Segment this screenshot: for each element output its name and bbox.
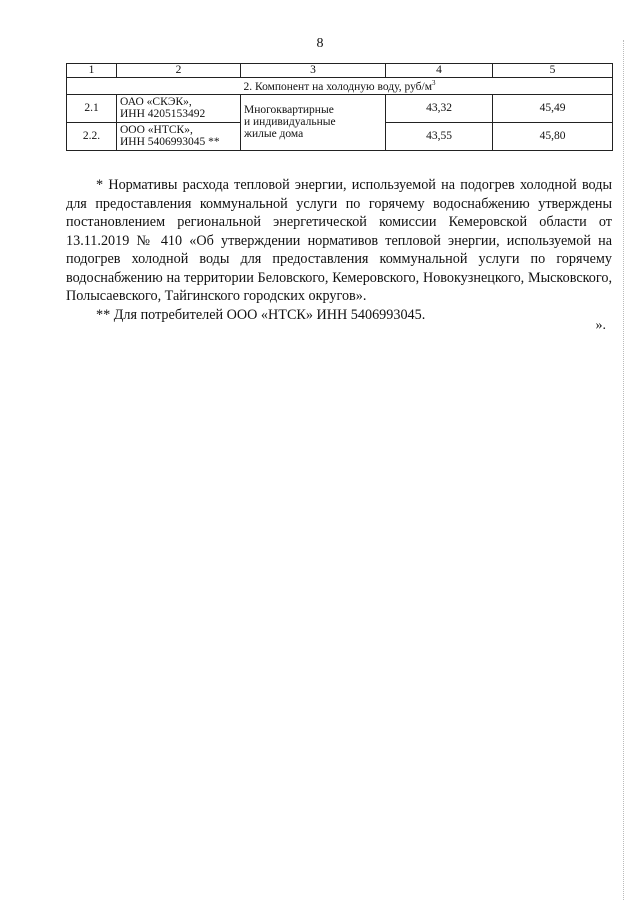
page-number: 8 — [316, 36, 324, 51]
row-number: 2.2. — [67, 122, 117, 150]
header-cell: 1 — [67, 64, 117, 78]
footnote-1: * Нормативы расхода тепловой энергии, используемой на подогрев холодной воды для предоставления коммунальной услуги по горячему водоснабжению утверждены постановлением региональной энергетической комиссии Кемеровской области от 13.11.2019 № 410 «Об утверждении нормативов тепловой энергии, используемой на подогрев холодной воды для предоставления коммунальной услуги по горячему водоснабжению на территории Беловского, Кемеровского, Новокузнецкого, Мысковского, Полысаевского, Тайгинского городских округов». — [66, 177, 612, 304]
organization-cell — [117, 94, 241, 122]
housing-line: жилые дома — [244, 128, 304, 141]
value-cell: 45,49 — [493, 94, 613, 122]
org-name: ОАО «СКЭК», — [120, 96, 192, 109]
org-name: ООО «НТСК», — [120, 124, 193, 137]
closing-quote-mark: ». — [595, 318, 606, 333]
tariff-table — [66, 63, 613, 151]
footnote-2: ** Для потребителей ООО «НТСК» ИНН 5406993045. — [96, 306, 426, 323]
org-inn: ИНН 4205153492 — [120, 108, 206, 121]
housing-type-cell — [241, 94, 386, 150]
housing-line: Многоквартирные — [244, 104, 334, 117]
value-cell: 45,80 — [493, 122, 613, 150]
table-header-row — [67, 64, 613, 78]
section-title — [67, 78, 613, 95]
header-cell: 4 — [386, 64, 493, 78]
organization-cell — [117, 122, 241, 150]
footnotes — [66, 176, 612, 324]
section-row — [67, 78, 613, 95]
housing-line: и индивидуальные — [244, 116, 336, 129]
section-title-text: 2. Компонент на холодную воду, руб/м — [243, 80, 433, 93]
table-row — [67, 94, 613, 122]
org-inn: ИНН 5406993045 ** — [120, 136, 220, 149]
header-cell: 3 — [241, 64, 386, 78]
value-cell: 43,55 — [386, 122, 493, 150]
section-unit-sup: 3 — [432, 79, 436, 87]
value-cell: 43,32 — [386, 94, 493, 122]
row-number: 2.1 — [67, 94, 117, 122]
header-cell: 2 — [117, 64, 241, 78]
scan-edge-line — [622, 40, 624, 900]
header-cell: 5 — [493, 64, 613, 78]
